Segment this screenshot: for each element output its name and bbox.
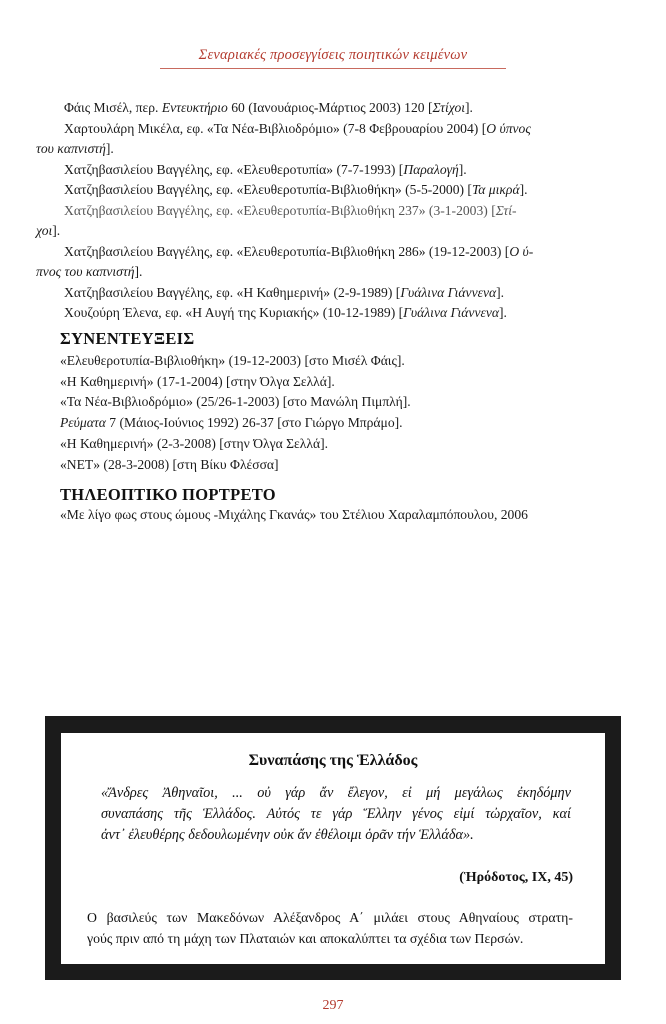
entry-text: ].: [105, 141, 114, 156]
interviews-list: [60, 351, 620, 475]
tv-portrait-line: «Με λίγο φως στους ώμους -Μιχάλης Γκανάς» του Στέλιου Χαραλαμπόπουλου, 2006: [60, 507, 528, 522]
entry-text: Χουζούρη Έλενα, εφ. «Η Αυγή της Κυριακής» (10-12-1989) [: [64, 305, 404, 320]
interview-text: «Η Καθημερινή» (17-1-2004) [στην Όλγα Σελλά].: [60, 373, 335, 389]
entry-italic: πνος του καπνιστή: [36, 264, 135, 279]
entry-text: Χατζηβασιλείου Βαγγέλης, εφ. «Η Καθημερινή» (2-9-1989) [: [64, 284, 401, 300]
entry-italic: Παραλογή: [403, 161, 459, 177]
entry-6-continuation: [36, 262, 616, 283]
entry-text: ].: [52, 223, 61, 238]
entry-italic: Ο ύ-: [509, 243, 534, 259]
entry-text: Χατζηβασιλείου Βαγγέλης, εφ. «Ελευθεροτυπία» (7-7-1993) [: [64, 161, 404, 177]
entry-italic: Τα μικρά: [471, 182, 520, 197]
entry-italic: χοι: [36, 223, 53, 238]
quote-box-frame: [45, 716, 621, 980]
entry-1: [60, 98, 616, 119]
entry-text: Χαρτουλάρη Μικέλα, εφ. «Τα Νέα-Βιβλιοδρόμιο» (7-8 Φεβρουαρίου 2004) [: [64, 120, 487, 136]
entry-2-continuation: [36, 139, 616, 160]
entry-italic: Γυάλινα Γιάννενα: [400, 284, 497, 300]
entry-italic: Στί-: [495, 202, 517, 218]
interview-text: «ΝΕΤ» (28-3-2008) [στη Βίκυ Φλέσσα]: [60, 456, 279, 472]
entry-italic: Γυάλινα Γιάννενα: [403, 305, 499, 320]
interview-italic: Ρεύματα: [60, 415, 106, 431]
herodotus-quote: [101, 783, 571, 846]
entry-italic: του καπνιστή: [36, 141, 106, 156]
entry-text: ].: [134, 264, 143, 279]
entry-text: Χατζηβασιλείου Βαγγέλης, εφ. «Ελευθεροτυπία-Βιβλιοθήκη» (5-5-2000) [: [64, 182, 472, 197]
entry-text: 60 (Ιανουάριος-Μάρτιος 2003) 120 [: [227, 100, 433, 115]
interview-text: 7 (Μάιος-Ιούνιος 1992) 26-37 [στο Γιώργο Μπράμο].: [105, 415, 403, 431]
entry-5: [60, 201, 616, 222]
interview-item: [60, 413, 620, 434]
interview-item: [60, 372, 620, 393]
quote-box-title: Συναπάσης της Ἑλλάδος: [248, 752, 418, 769]
interview-item: [60, 455, 620, 476]
tv-portrait-heading: ΤΗΛΕΟΠΤΙΚΟ ΠΟΡΤΡΕΤΟ: [60, 485, 276, 504]
entry-text: ].: [496, 284, 505, 300]
description-line: γούς πριν από τη μάχη των Πλαταιών και αποκαλύπτει τα σχέδια των Περσών.: [87, 931, 524, 946]
page-number: 297: [322, 998, 344, 1013]
entry-7: [60, 283, 616, 304]
quote-description: [87, 907, 573, 949]
interview-text: «Ελευθεροτυπία-Βιβλιοθήκη» (19-12-2003) [στο Μισέλ Φάις].: [60, 353, 405, 368]
running-header: Σεναριακές προσεγγίσεις ποιητικών κειμένων: [198, 47, 468, 63]
entry-text: ].: [458, 161, 467, 177]
entry-text: Χατζηβασιλείου Βαγγέλης, εφ. «Ελευθεροτυπία-Βιβλιοθήκη 237» (3-1-2003) [: [64, 202, 496, 218]
quote-line: συναπάσης τῆς Ἑλλάδος. Αὐτός τε γάρ Ἕλλην γένος εἰμί τὠρχαῖον, καί: [101, 806, 571, 822]
quote-box: [61, 733, 605, 964]
entry-italic: Στίχοι: [432, 100, 466, 115]
entry-text: ].: [499, 305, 507, 320]
entry-3: [60, 160, 616, 181]
description-line: Ο βασιλεύς των Μακεδόνων Αλέξανδρος Α΄ μιλάει στους Αθηναίους στρατη-: [87, 910, 573, 925]
quote-line: «Ἄνδρες Ἀθηναῖοι, ... οὐ γάρ ἄν ἔλεγον, εἰ μή μεγάλως ἐκηδόμην: [101, 785, 571, 801]
interview-item: [60, 434, 620, 455]
entry-2: [60, 119, 616, 140]
entry-6: [60, 242, 616, 263]
entry-4: [60, 180, 616, 201]
interview-text: «Τα Νέα-Βιβλιοδρόμιο» (25/26-1-2003) [στο Μανώλη Πιμπλή].: [60, 394, 411, 410]
quote-line: ἀντ᾽ ἐλευθέρης δεδουλωμένην οὐκ ἄν ἐθέλοιμι ὁρᾶν τήν Ἑλλάδα».: [101, 827, 474, 843]
entry-8: [60, 303, 616, 324]
entry-text: ].: [519, 182, 528, 197]
interview-item: [60, 392, 620, 413]
entry-text: Χατζηβασιλείου Βαγγέλης, εφ. «Ελευθεροτυπία-Βιβλιοθήκη 286» (19-12-2003) [: [64, 243, 510, 259]
interview-item: [60, 351, 620, 372]
entry-italic: Εντευκτήριο: [161, 100, 228, 115]
bibliography-list: [36, 98, 616, 324]
entry-5-continuation: [36, 221, 616, 242]
entry-text: ].: [465, 100, 473, 115]
header-rule: [160, 68, 506, 69]
quote-source: (Ἡρόδοτος, ΙΧ, 45): [459, 870, 573, 885]
entry-italic: Ο ύπνος: [486, 120, 531, 136]
interview-text: «Η Καθημερινή» (2-3-2008) [στην Όλγα Σελλά].: [60, 435, 328, 451]
entry-text: Φάις Μισέλ, περ.: [64, 100, 162, 115]
interviews-heading: ΣΥΝΕΝΤΕΥΞΕΙΣ: [60, 329, 195, 348]
